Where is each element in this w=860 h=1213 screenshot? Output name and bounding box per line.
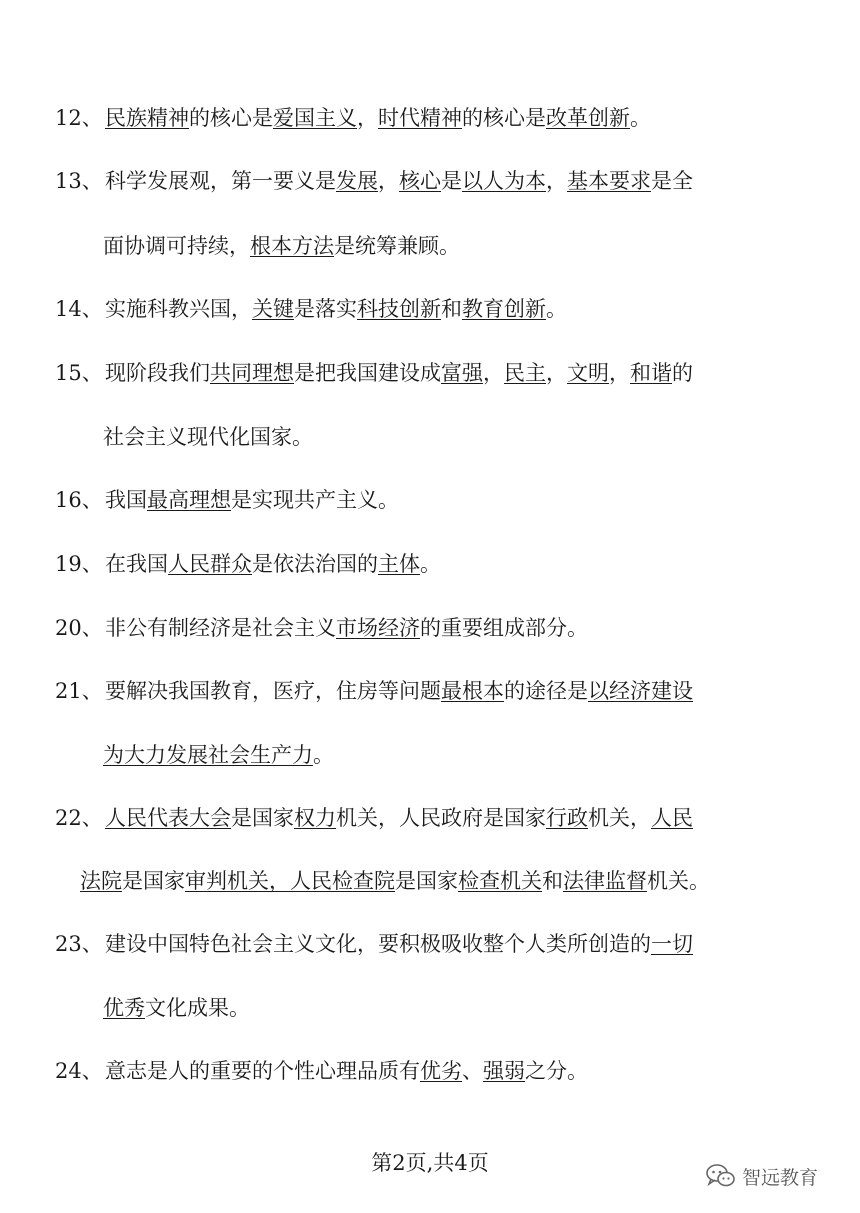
text-segment: 要解决我国教育，医疗，住房等问题 — [105, 679, 441, 703]
underlined-term: 人民群众 — [168, 552, 252, 576]
text-segment: 社会主义现代化国家。 — [103, 425, 313, 449]
text-segment: 在我国 — [105, 552, 168, 576]
text-segment: 是把我国建设成 — [294, 361, 441, 385]
text-segment: 是 — [441, 169, 462, 193]
list-item-continuation — [0, 226, 860, 266]
underlined-term: 人民代表大会 — [105, 806, 231, 830]
underlined-term: 法律监督 — [563, 869, 647, 893]
list-item — [0, 608, 860, 648]
list-item — [0, 480, 860, 520]
underlined-term: 共同理想 — [210, 361, 294, 385]
underlined-term: 民族精神 — [105, 106, 189, 130]
underlined-term: 一切 — [651, 932, 693, 956]
underlined-term: 最根本 — [441, 679, 504, 703]
text-segment: 。 — [420, 552, 441, 576]
underlined-term: 强弱 — [483, 1059, 525, 1083]
list-item — [0, 289, 860, 329]
underlined-term: 主体 — [378, 552, 420, 576]
underlined-term: 优劣 — [420, 1059, 462, 1083]
text-segment: 是实现共产主义。 — [231, 488, 399, 512]
list-item — [0, 671, 860, 711]
list-item — [0, 98, 860, 138]
item-number: 14、 — [55, 297, 103, 321]
underlined-term: 最高理想 — [147, 488, 231, 512]
item-number: 12、 — [55, 106, 103, 130]
list-item-continuation — [0, 735, 860, 775]
list-item-continuation — [0, 988, 860, 1028]
item-number: 23、 — [55, 932, 103, 956]
item-number: 22、 — [55, 806, 103, 830]
text-segment: 之分。 — [525, 1059, 588, 1083]
text-segment: 建设中国特色社会主义文化，要积极吸收整个人类所创造的 — [105, 932, 651, 956]
text-segment: 非公有制经济是社会主义 — [105, 616, 336, 640]
text-segment: 是国家 — [395, 869, 458, 893]
text-segment: 文化成果。 — [145, 996, 250, 1020]
text-segment: 是依法治国的 — [252, 552, 378, 576]
text-segment: 的 — [672, 361, 693, 385]
text-segment: 的途径是 — [504, 679, 588, 703]
underlined-term: 时代精神 — [378, 106, 462, 130]
text-segment: 实施科教兴国， — [105, 297, 252, 321]
list-item — [0, 924, 860, 964]
underlined-term: 和谐 — [630, 361, 672, 385]
item-number: 15、 — [55, 361, 103, 385]
text-segment: ， — [357, 106, 378, 130]
underlined-term: 检查机关 — [458, 869, 542, 893]
text-segment: ， — [609, 361, 630, 385]
text-segment: 和 — [542, 869, 563, 893]
text-segment: 的核心是 — [462, 106, 546, 130]
underlined-term: 核心 — [399, 169, 441, 193]
underlined-term: 科技创新 — [357, 297, 441, 321]
underlined-term: 市场经济 — [336, 616, 420, 640]
item-number: 21、 — [55, 679, 103, 703]
text-segment: 面协调可持续， — [103, 234, 250, 258]
underlined-term: 发展 — [336, 169, 378, 193]
underlined-term: 关键 — [252, 297, 294, 321]
underlined-term: 行政 — [546, 806, 588, 830]
text-segment: 机关，人民政府是国家 — [336, 806, 546, 830]
underlined-term: 以人为本 — [462, 169, 546, 193]
watermark-text: 智远教育 — [742, 1166, 819, 1189]
item-number: 19、 — [55, 552, 103, 576]
text-segment: 的重要组成部分。 — [420, 616, 588, 640]
text-segment: 。 — [313, 743, 334, 767]
text-segment: 是国家 — [122, 869, 185, 893]
text-segment: 。 — [546, 297, 567, 321]
watermark — [706, 1160, 818, 1192]
text-segment: 我国 — [105, 488, 147, 512]
text-segment: 。 — [630, 106, 651, 130]
underlined-term: 权力 — [294, 806, 336, 830]
underlined-term: 以经济建设 — [588, 679, 693, 703]
list-item-continuation — [0, 417, 860, 457]
underlined-term: 爱国主义 — [273, 106, 357, 130]
text-segment: ， — [546, 361, 567, 385]
underlined-term: 审判 — [185, 869, 227, 893]
list-item — [0, 353, 860, 393]
text-segment: ， — [546, 169, 567, 193]
wechat-icon — [706, 1163, 736, 1189]
text-segment: 是全 — [651, 169, 693, 193]
page-footer: 第2页,共4页 — [371, 1151, 489, 1175]
item-number: 16、 — [55, 488, 103, 512]
text-segment: 的核心是 — [189, 106, 273, 130]
text-segment: 是落实 — [294, 297, 357, 321]
text-segment: 机关， — [588, 806, 651, 830]
underlined-term: 基本要求 — [567, 169, 651, 193]
text-segment: 、 — [462, 1059, 483, 1083]
underlined-term: 为大力发展社会生产力 — [103, 743, 313, 767]
item-number: 13、 — [55, 169, 103, 193]
underlined-term: 富强 — [441, 361, 483, 385]
underlined-term: 改革创新 — [546, 106, 630, 130]
text-segment: 科学发展观，第一要义是 — [105, 169, 336, 193]
text-segment: 意志是人的重要的个性心理品质有 — [105, 1059, 420, 1083]
text-segment: 和 — [441, 297, 462, 321]
underlined-term: 民主 — [504, 361, 546, 385]
list-item — [0, 161, 860, 201]
list-item — [0, 798, 860, 838]
text-segment: 现阶段我们 — [105, 361, 210, 385]
text-segment: 是国家 — [231, 806, 294, 830]
text-segment: ， — [378, 169, 399, 193]
underlined-term: 人民 — [651, 806, 693, 830]
underlined-term: 优秀 — [103, 996, 145, 1020]
underlined-term: 机关，人民检查院 — [227, 869, 395, 893]
underlined-term: 文明 — [567, 361, 609, 385]
list-item-continuation — [0, 861, 860, 901]
text-segment: 是统筹兼顾。 — [334, 234, 460, 258]
text-segment: ， — [483, 361, 504, 385]
list-item — [0, 544, 860, 584]
list-item — [0, 1051, 860, 1091]
underlined-term: 教育创新 — [462, 297, 546, 321]
underlined-term: 法院 — [80, 869, 122, 893]
text-segment: 机关。 — [647, 869, 710, 893]
item-number: 20、 — [55, 616, 103, 640]
item-number: 24、 — [55, 1059, 103, 1083]
underlined-term: 根本方法 — [250, 234, 334, 258]
